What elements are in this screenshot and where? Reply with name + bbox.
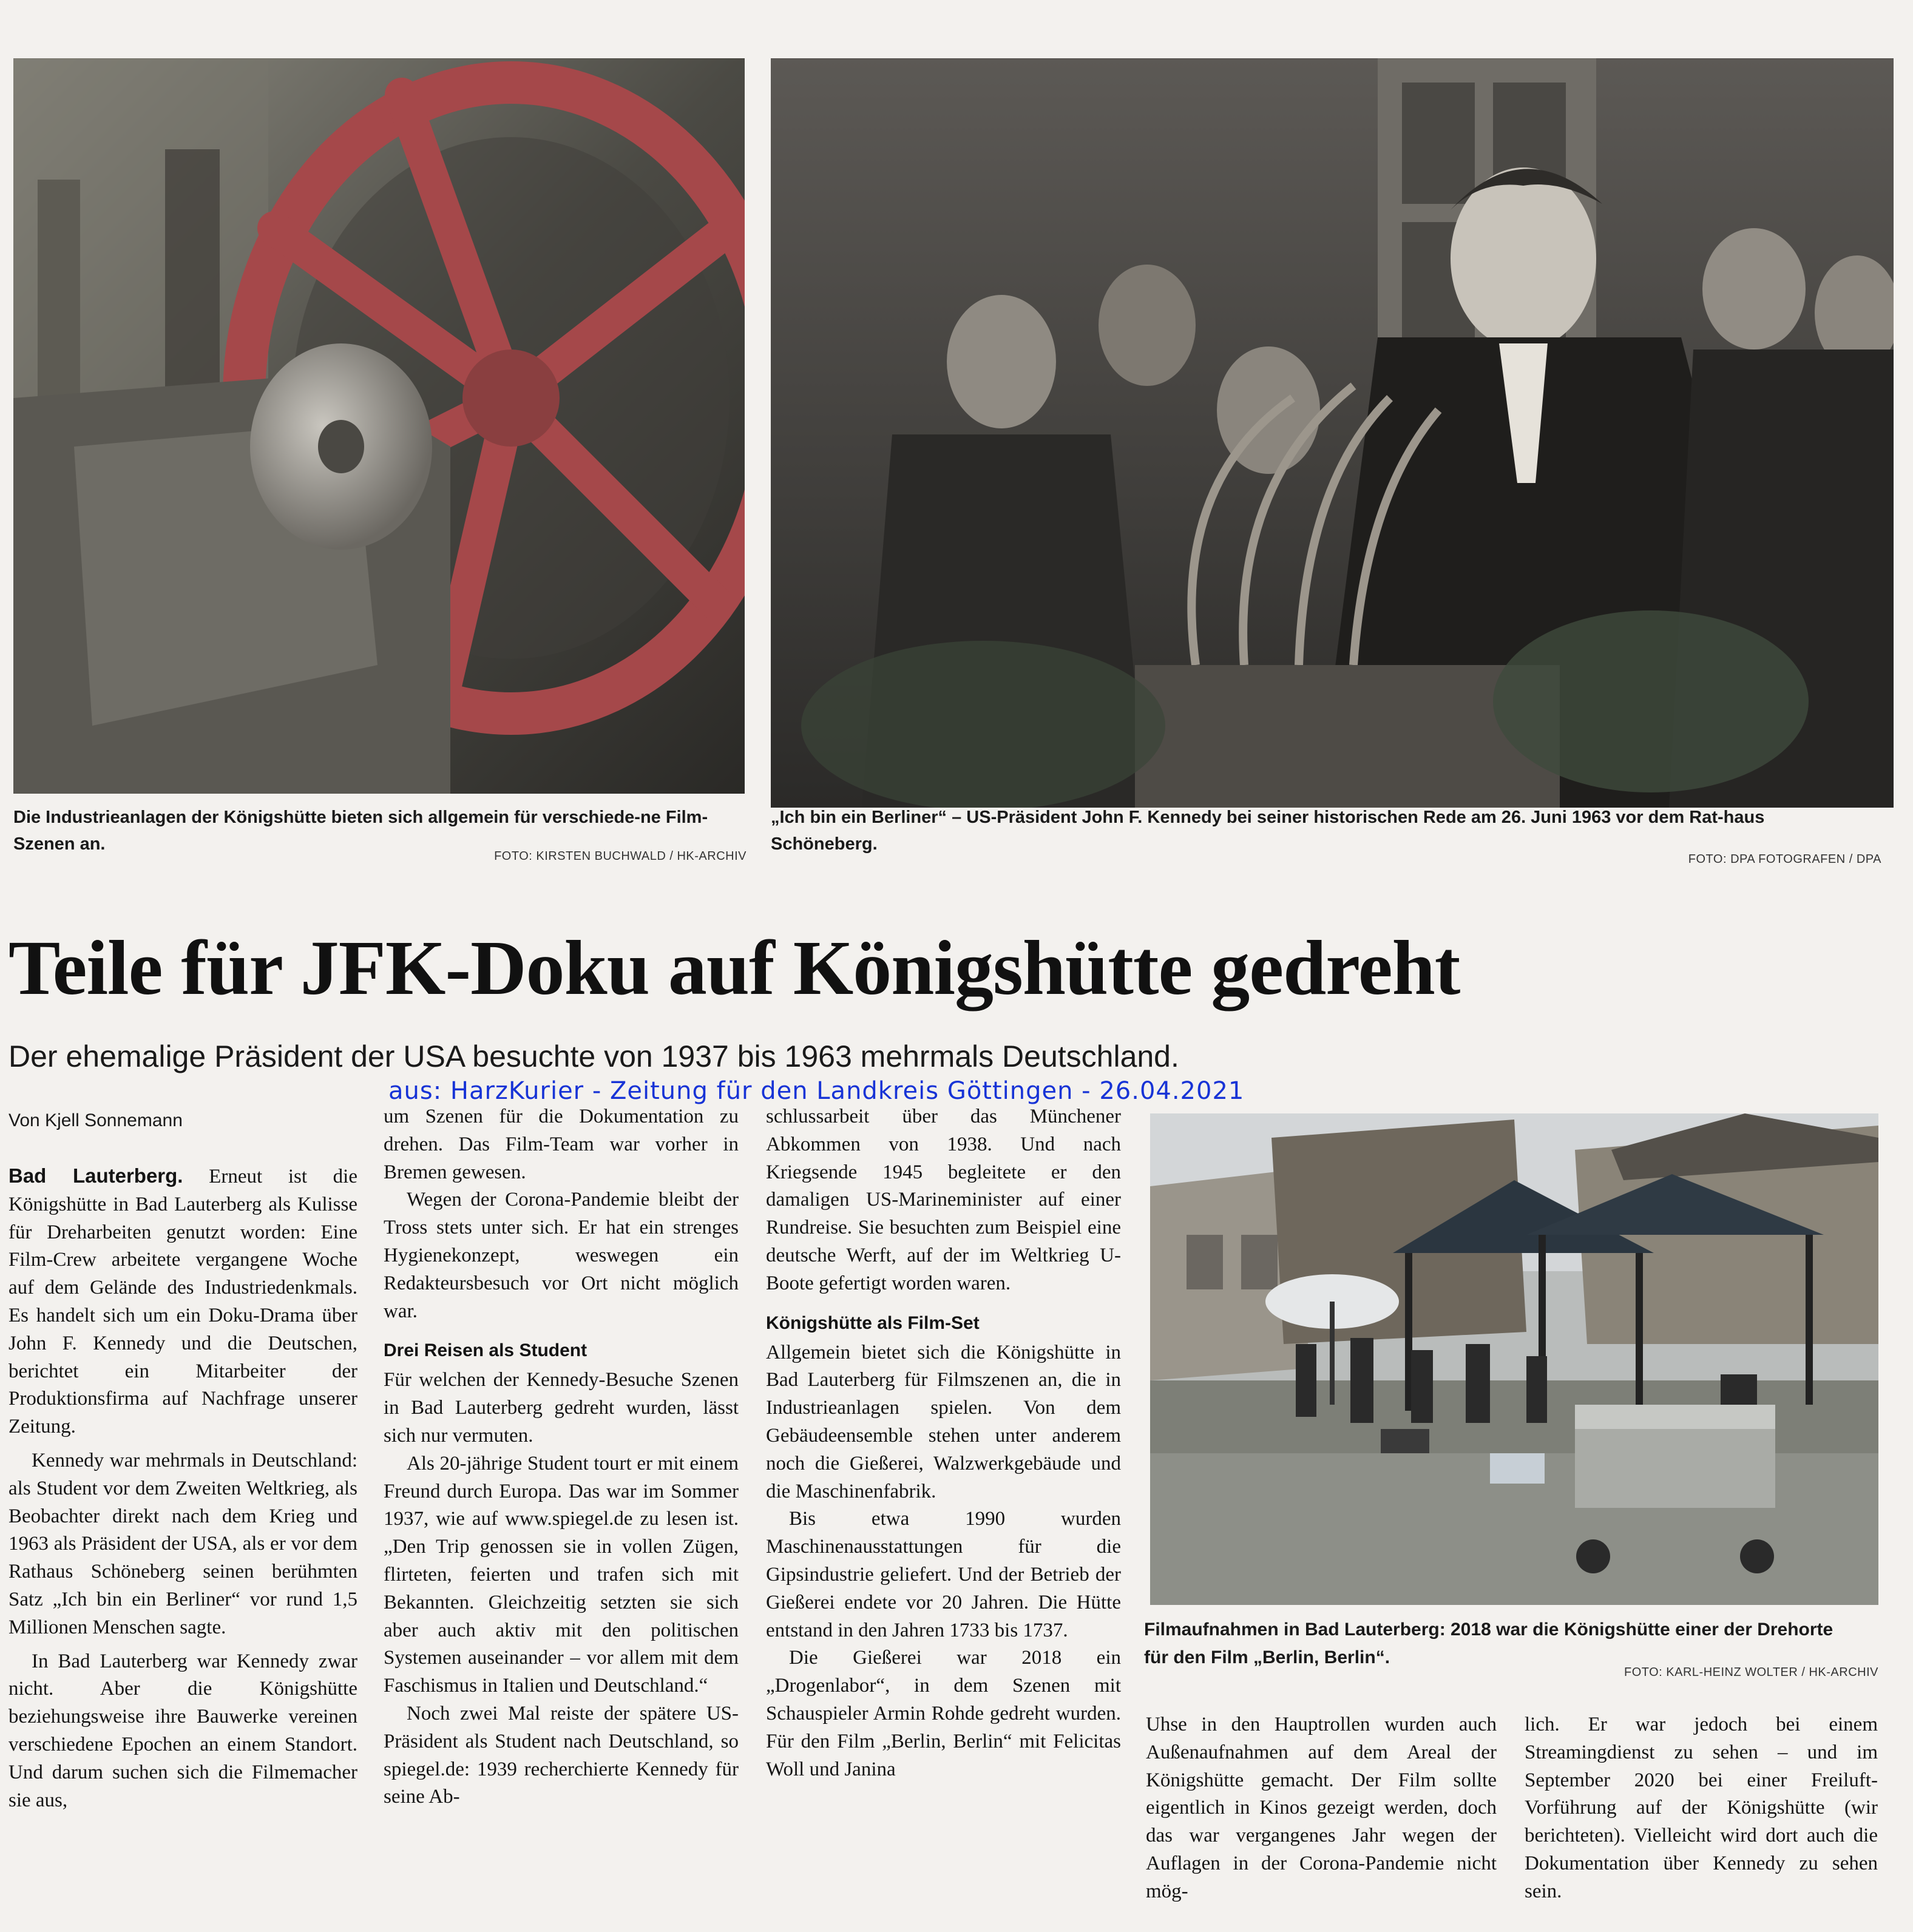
flywheel-image bbox=[13, 58, 745, 794]
article-column-1 bbox=[8, 1162, 357, 1814]
article-column-4 bbox=[1146, 1711, 1497, 1906]
kennedy-photo-credit: FOTO: DPA FOTOGRAFEN / DPA bbox=[1688, 853, 1881, 866]
col1-paragraph-1-text: Erneut ist die Königshütte in Bad Lauterberg als Kulisse für Dreharbeiten genutzt worden: Eine Film-Crew arbeitete vergangene Woche auf dem Gelände des Industriedenkmals. Es handelt sich um ein Doku-Drama über John F. Kennedy und die Deutschen, berichtet ein Mitarbeiter der Produktionsfirma auf Nachfrage unserer Zeitung. bbox=[8, 1166, 357, 1438]
filming-photo bbox=[1150, 1113, 1878, 1605]
kennedy-photo bbox=[771, 58, 1894, 808]
article-column-2 bbox=[384, 1103, 739, 1811]
dateline: Bad Lauterberg. bbox=[8, 1164, 183, 1187]
filming-photo-caption: Filmaufnahmen in Bad Lauterberg: 2018 war die Königshütte einer der Drehorte für den Film „Berlin, Berlin“. bbox=[1144, 1620, 1833, 1667]
kennedy-photo-caption: „Ich bin ein Berliner“ – US-Präsident John F. Kennedy bei seiner historischen Rede am 26. Juni 1963 vor dem Rat-haus Schöneberg. bbox=[771, 808, 1765, 854]
col2-paragraph-3: Für welchen der Kennedy-Besuche Szenen in Bad Lauterberg gedreht wurden, lässt sich nur vermuten. bbox=[384, 1369, 739, 1447]
col2-subheading: Drei Reisen als Student bbox=[384, 1340, 587, 1361]
col1-paragraph-2: Kennedy war mehrmals in Deutschland: als Student vor dem Zweiten Weltkrieg, als Beobachter direkt nach dem Krieg und 1963 als Präsident der USA, als er vor dem Rathaus Schöneberg seinen berühmten Satz „Ich bin ein Berliner“ vor rund 1,5 Millionen Menschen sagte. bbox=[8, 1449, 357, 1638]
col3-subheading: Königshütte als Film-Set bbox=[766, 1312, 980, 1333]
article-subheadline: Der ehemalige Präsident der USA besuchte von 1937 bis 1963 mehrmals Deutschland. bbox=[8, 1039, 1179, 1073]
kennedy-speech-image bbox=[771, 58, 1894, 808]
col2-paragraph-5: Noch zwei Mal reiste der spätere US-Präsident als Student nach Deutschland, so spiegel.de: 1939 recherchierte Kennedy für seine Ab- bbox=[384, 1702, 739, 1808]
article-byline: Von Kjell Sonnemann bbox=[8, 1110, 183, 1130]
article-column-5 bbox=[1525, 1711, 1878, 1906]
col2-paragraph-1: um Szenen für die Dokumentation zu drehen. Das Film-Team war vorher in Bremen gewesen. bbox=[384, 1106, 739, 1183]
industry-photo-credit: FOTO: KIRSTEN BUCHWALD / HK-ARCHIV bbox=[494, 849, 747, 863]
col2-paragraph-2: Wegen der Corona-Pandemie bleibt der Tross stets unter sich. Er hat ein strenges Hygienekonzept, weswegen ein Redakteursbesuch vor Ort nicht möglich war. bbox=[384, 1189, 739, 1322]
article-headline: Teile für JFK-Doku auf Königshütte gedreht bbox=[8, 925, 1460, 1011]
col4-paragraph-1: Uhse in den Hauptrollen wurden auch Außenaufnahmen auf dem Areal der Königshütte gemacht. Der Film sollte eigentlich in Kinos gezeigt werden, doch das war vergangenes Jahr wegen der Auflagen in der Corona-Pandemie nicht mög- bbox=[1146, 1714, 1497, 1902]
col2-paragraph-4: Als 20-jährige Student tourt er mit einem Freund durch Europa. Das war im Sommer 1937, wie auf www.spiegel.de zu lesen ist. „Den Trip genossen sie in vollen Zügen, flirteten, feierten und trafen sich mit Bekannten. Gleichzeitig setzten sie sich aber auch aktiv mit den politischen Systemen auseinander – vor allem mit dem Faschismus in Italien und Deutschland.“ bbox=[384, 1452, 739, 1697]
col3-paragraph-1: schlussarbeit über das Münchener Abkommen von 1938. Und nach Kriegsende 1945 begleitete er den damaligen US-Marineminister auf einer Rundreise. Sie besuchten zum Beispiel eine deutsche Werft, auf der im Weltkrieg U-Boote gefertigt worden waren. bbox=[766, 1106, 1121, 1294]
col3-paragraph-2: Allgemein bietet sich die Königshütte in Bad Lauterberg für Filmszenen an, die in Industrieanlagen spielen. Von dem Gebäudeensemble stehen unter anderem noch die Gießerei, Walzwerkgebäude und die Maschinenfabrik. bbox=[766, 1341, 1121, 1502]
col1-paragraph-3: In Bad Lauterberg war Kennedy zwar nicht. Aber die Königshütte beziehungsweise ihre Bauwerke vereinen verschiedene Epochen an einem Standort. Und darum suchen sich die Filmemacher sie aus, bbox=[8, 1650, 357, 1811]
industry-photo bbox=[13, 58, 745, 794]
film-set-image bbox=[1150, 1113, 1878, 1605]
filming-photo-credit: FOTO: KARL-HEINZ WOLTER / HK-ARCHIV bbox=[1624, 1666, 1878, 1679]
col3-paragraph-3: Bis etwa 1990 wurden Maschinenausstattungen für die Gipsindustrie geliefert. Und der Betrieb der Gießerei endete vor 20 Jahren. Die Hütte entstand in den Jahren 1733 bis 1737. bbox=[766, 1508, 1121, 1641]
article-column-3 bbox=[766, 1103, 1121, 1783]
col1-paragraph-1 bbox=[8, 1162, 357, 1441]
industry-photo-caption: Die Industrieanlagen der Königshütte bieten sich allgemein für verschiede-ne Film-Szenen an. bbox=[13, 808, 708, 854]
col3-paragraph-4: Die Gießerei war 2018 ein „Drogenlabor“, in dem Szenen mit Schauspieler Armin Rohde gedreht wurden. Für den Film „Berlin, Berlin“ mit Felicitas Woll und Janina bbox=[766, 1647, 1121, 1780]
col5-paragraph-1: lich. Er war jedoch bei einem Streamingdienst zu sehen – und im September 2020 bei einer Freiluft-Vorführung auf der Königshütte (wir berichteten). Vielleicht wird dort auch die Dokumentation über Kennedy zu sehen sein. bbox=[1525, 1714, 1878, 1902]
source-stamp: aus: HarzKurier - Zeitung für den Landkreis Göttingen - 26.04.2021 bbox=[388, 1077, 1245, 1105]
